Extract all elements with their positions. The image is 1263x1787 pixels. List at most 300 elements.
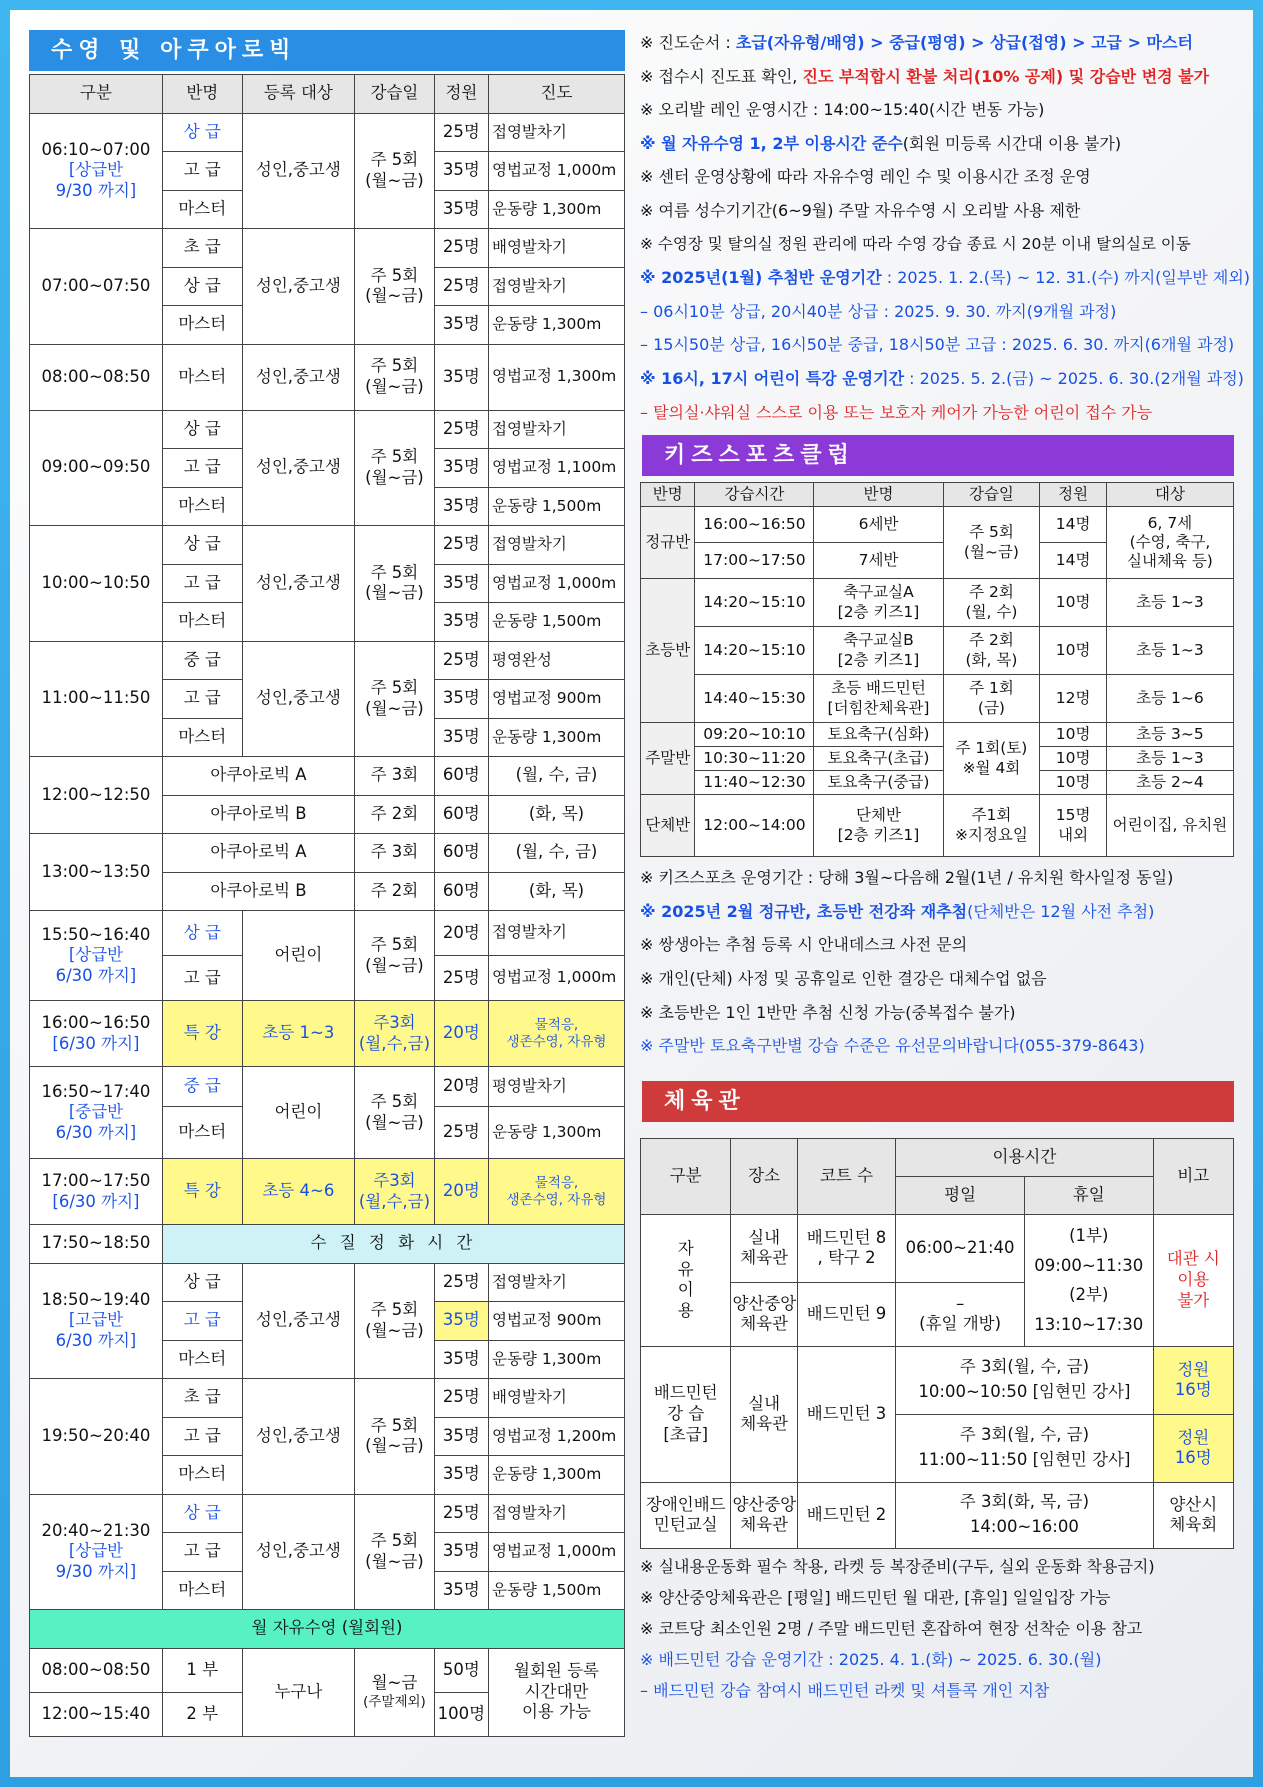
place-cell: 실내 체육관: [731, 1214, 797, 1282]
capacity-cell: 12명: [1040, 675, 1107, 723]
capacity-cell: 35명: [434, 152, 488, 191]
note-item: – 배드민턴 강습 참여시 배드민턴 라켓 및 셔틀콕 개인 지참: [640, 1680, 1050, 1700]
days-cell: 주 5회 (월~금): [355, 344, 435, 410]
capacity-cell: 10명: [1040, 579, 1107, 627]
courts-cell: 배드민턴 2: [797, 1482, 895, 1548]
capacity-cell: 60명: [434, 795, 488, 834]
note-item: ※ 진도순서 : 초급(자유형/배영) > 중급(평영) > 상급(접영) > 고급 > 마스터: [640, 33, 1193, 52]
grade-cell: 고 급: [162, 956, 242, 1001]
days-cell: 월~금 (주말제외): [355, 1648, 435, 1736]
note-item: ※ 센터 운영상황에 따라 자유수영 레인 수 및 이용시간 조정 운영: [640, 167, 1091, 187]
grade-cell: 상 급: [162, 526, 242, 565]
table-row: [641, 723, 1234, 747]
courts-cell: 배드민턴 3: [797, 1346, 895, 1482]
target-cell: 초등 1~3: [1106, 579, 1233, 627]
grade-cell: 고 급: [162, 1417, 242, 1456]
note-item: ※ 개인(단체) 사정 및 공휴일로 인한 결강은 대체수업 없음: [640, 968, 1047, 988]
days-cell: 주 2회 (화, 목): [943, 627, 1040, 675]
grade-cell: 상 급: [162, 410, 242, 449]
table-row: [641, 675, 1234, 723]
col-header: 정원: [434, 75, 488, 114]
col-header: 강습일: [943, 483, 1040, 507]
progress-cell: 접영발차기: [488, 1494, 624, 1533]
table-row: [641, 1214, 1234, 1282]
capacity-cell: 35명: [434, 1302, 488, 1341]
capacity-cell: 35명: [434, 449, 488, 488]
table-row: [641, 795, 1234, 857]
days-cell: 주 5회 (월~금): [355, 1067, 435, 1159]
progress-cell: 접영발차기: [488, 410, 624, 449]
group-cell: 주말반: [641, 723, 695, 795]
gym-section-title: 체육관: [642, 1081, 1234, 1122]
grade-cell: 고 급: [162, 152, 242, 191]
capacity-cell: 25명: [434, 1263, 488, 1302]
note-item: – 15시50분 상급, 16시50분 중급, 18시50분 고급 : 2025. 6. 30. 까지(6개월 과정): [640, 335, 1235, 355]
table-row: [30, 1379, 625, 1418]
capacity-cell: 35명: [434, 718, 488, 757]
schedule-cell: 주 3회(월, 수, 금) 10:00~10:50 [임현민 강사]: [896, 1346, 1153, 1414]
grade-cell: 중 급: [162, 641, 242, 680]
grade-cell: 특 강: [162, 1159, 242, 1225]
capacity-cell: 60명: [434, 872, 488, 911]
session-cell: 2 부: [162, 1692, 242, 1736]
class-cell: 초등 배드민턴 [더힘찬체육관]: [814, 675, 943, 723]
col-header: 진도: [488, 75, 624, 114]
grade-cell: 마스터: [162, 1340, 242, 1379]
time-cell: 11:00~11:50: [30, 641, 163, 757]
grade-cell: 고 급: [162, 449, 242, 488]
capacity-cell: 50명: [434, 1648, 488, 1692]
place-cell: 양산중앙 체육관: [731, 1282, 797, 1346]
note-item: ※ 실내용운동화 필수 착용, 라켓 등 복장준비(구두, 실외 운동화 착용금지): [640, 1556, 1155, 1576]
progress-cell: 영법교정 1,000m: [488, 956, 624, 1001]
gym-header-row: [641, 1138, 1234, 1176]
session-cell: 1 부: [162, 1648, 242, 1692]
target-cell: 초등 1~6: [1106, 675, 1233, 723]
capacity-cell: 25명: [434, 641, 488, 680]
table-row: [30, 1001, 625, 1067]
progress-cell: (월, 수, 금): [488, 834, 624, 873]
col-header: 평일: [896, 1176, 1025, 1214]
time-cell: 14:40~15:30: [695, 675, 814, 723]
note-item: ※ 2025년(1월) 추첨반 운영기간 : 2025. 1. 2.(목) ~ 12. 31.(수) 까지(일부반 제외): [640, 268, 1251, 288]
target-cell: 성인,중고생: [242, 526, 354, 642]
days-cell: 주 5회 (월~금): [943, 507, 1040, 579]
col-header: 이용시간: [896, 1138, 1153, 1176]
days-cell: 주 3회: [355, 757, 435, 796]
table-row: [641, 771, 1234, 795]
note-item: ※ 쌍생아는 추첨 등록 시 안내데스크 사전 문의: [640, 935, 968, 955]
group-cell: 단체반: [641, 795, 695, 857]
table-row: [641, 579, 1234, 627]
capacity-cell: 25명: [434, 410, 488, 449]
time-cell: 12:00~14:00: [695, 795, 814, 857]
progress-cell: 월회원 등록 시간대만 이용 가능: [488, 1648, 624, 1736]
target-cell: 초등 1~3: [242, 1001, 354, 1067]
table-row: [30, 1648, 625, 1692]
progress-cell: (화, 목): [488, 795, 624, 834]
swim-table: [29, 74, 625, 1737]
place-cell: 실내 체육관: [731, 1346, 797, 1482]
group-cell: 자유이용: [641, 1214, 731, 1346]
time-cell: 16:00~16:50 [6/30 까지]: [30, 1001, 163, 1067]
capacity-cell: 10명: [1040, 627, 1107, 675]
class-cell: 토요축구(심화): [814, 723, 943, 747]
grade-cell: 마스터: [162, 344, 242, 410]
time-cell: 11:40~12:30: [695, 771, 814, 795]
capacity-cell: 20명: [434, 1067, 488, 1107]
time-cell: 14:20~15:10: [695, 579, 814, 627]
time-cell: 12:00~12:50: [30, 757, 163, 834]
target-cell: 초등 1~3: [1106, 627, 1233, 675]
capacity-cell: 10명: [1040, 723, 1107, 747]
target-cell: 어린이: [242, 911, 354, 1001]
capacity-cell: 10명: [1040, 771, 1107, 795]
col-header: 반명: [814, 483, 943, 507]
capacity-cell: 25명: [434, 1379, 488, 1418]
capacity-cell: 60명: [434, 834, 488, 873]
time-cell: 07:00~07:50: [30, 229, 163, 345]
water-treatment-cell: 수 질 정 화 시 간: [162, 1225, 624, 1264]
days-cell: 주 3회: [355, 834, 435, 873]
grade-cell: 상 급: [162, 1494, 242, 1533]
time-cell: 10:30~11:20: [695, 747, 814, 771]
gym-notes: [640, 1551, 1234, 1706]
capacity-cell: 35명: [434, 1340, 488, 1379]
progress-cell: 배영발차기: [488, 229, 624, 268]
time-cell: 17:00~17:50: [695, 543, 814, 579]
note-item: – 탈의실·샤워실 스스로 이용 또는 보호자 케어가 가능한 어린이 접수 가능: [640, 402, 1153, 422]
days-cell: 주 2회: [355, 872, 435, 911]
col-header: 등록 대상: [242, 75, 354, 114]
group-cell: 장애인배드 민턴교실: [641, 1482, 731, 1548]
target-cell: 성인,중고생: [242, 1379, 354, 1495]
swim-section: [29, 30, 625, 1737]
grade-cell: 고 급: [162, 1302, 242, 1341]
grade-cell: 고 급: [162, 1533, 242, 1572]
capacity-cell: 25명: [434, 113, 488, 152]
time-cell: 19:50~20:40: [30, 1379, 163, 1495]
weekday-cell: – (휴일 개방): [896, 1282, 1025, 1346]
capacity-cell: 20명: [434, 1159, 488, 1225]
time-cell: 09:20~10:10: [695, 723, 814, 747]
table-row: [30, 113, 625, 152]
progress-cell: 영법교정 1,000m: [488, 152, 624, 191]
capacity-cell: 100명: [434, 1692, 488, 1736]
class-cell: 아쿠아로빅 A: [162, 834, 354, 873]
progress-cell: 영법교정 1,000m: [488, 1533, 624, 1572]
capacity-cell: 14명: [1040, 507, 1107, 543]
grade-cell: 상 급: [162, 911, 242, 956]
time-cell: 08:00~08:50: [30, 344, 163, 410]
courts-cell: 배드민턴 8 , 탁구 2: [797, 1214, 895, 1282]
progress-cell: 접영발차기: [488, 1263, 624, 1302]
time-cell: 10:00~10:50: [30, 526, 163, 642]
class-cell: 아쿠아로빅 B: [162, 795, 354, 834]
col-header: 강습시간: [695, 483, 814, 507]
col-header: 강습일: [355, 75, 435, 114]
grade-cell: 마스터: [162, 603, 242, 642]
table-row: [30, 834, 625, 873]
col-header: 반명: [641, 483, 695, 507]
holiday-cell: (1부) 09:00~11:30 (2부) 13:10~17:30: [1024, 1214, 1153, 1346]
target-cell: 어린이: [242, 1067, 354, 1159]
free-swim-title: 월 자유수영 (월회원): [30, 1610, 625, 1649]
grade-cell: 마스터: [162, 718, 242, 757]
time-cell: 16:50~17:40 [중급반 6/30 까지]: [30, 1067, 163, 1159]
gym-table: [640, 1138, 1234, 1549]
col-header: 휴일: [1024, 1176, 1153, 1214]
grade-cell: 마스터: [162, 306, 242, 345]
class-cell: 축구교실B [2층 키즈1]: [814, 627, 943, 675]
days-cell: 주 5회 (월~금): [355, 911, 435, 1001]
capacity-cell: 14명: [1040, 543, 1107, 579]
time-cell: 08:00~08:50: [30, 1648, 163, 1692]
target-cell: 초등 2~4: [1106, 771, 1233, 795]
progress-cell: 영법교정 900m: [488, 680, 624, 719]
grade-cell: 마스터: [162, 487, 242, 526]
target-cell: 어린이집, 유치원: [1106, 795, 1233, 857]
note-item: ※ 여름 성수기기간(6~9월) 주말 자유수영 시 오리발 사용 제한: [640, 200, 1081, 220]
col-header: 정원: [1040, 483, 1107, 507]
days-cell: 주 5회 (월~금): [355, 410, 435, 526]
note-item: ※ 초등반은 1인 1반만 추첨 신청 가능(중복접수 불가): [640, 1002, 1016, 1022]
table-row: [30, 526, 625, 565]
days-cell: 주1회 ※지정요일: [943, 795, 1040, 857]
grade-cell: 마스터: [162, 1456, 242, 1495]
class-cell: 축구교실A [2층 키즈1]: [814, 579, 943, 627]
progress-cell: 운동량 1,500m: [488, 1571, 624, 1610]
target-cell: 초등 1~3: [1106, 747, 1233, 771]
progress-cell: 운동량 1,300m: [488, 1340, 624, 1379]
time-cell: 14:20~15:10: [695, 627, 814, 675]
note-item: – 06시10분 상급, 20시40분 상급 : 2025. 9. 30. 까지(9개월 과정): [640, 301, 1117, 321]
target-cell: 초등 3~5: [1106, 723, 1233, 747]
col-header: 장소: [731, 1138, 797, 1214]
progress-cell: 영법교정 1,000m: [488, 564, 624, 603]
days-cell: 주 1회 (금): [943, 675, 1040, 723]
progress-cell: 접영발차기: [488, 267, 624, 306]
table-row: [30, 641, 625, 680]
col-header: 구분: [641, 1138, 731, 1214]
capacity-cell: 35명: [434, 1417, 488, 1456]
target-cell: 성인,중고생: [242, 641, 354, 757]
target-cell: 누구나: [242, 1648, 354, 1736]
target-cell: 초등 4~6: [242, 1159, 354, 1225]
grade-cell: 상 급: [162, 1263, 242, 1302]
capacity-cell: 정원 16명: [1153, 1346, 1233, 1414]
class-cell: 단체반 [2층 키즈1]: [814, 795, 943, 857]
progress-cell: 운동량 1,300m: [488, 718, 624, 757]
note-item: ※ 코트당 최소인원 2명 / 주말 배드민턴 혼잡하여 현장 선착순 이용 참고: [640, 1618, 1143, 1638]
table-row: [30, 1263, 625, 1302]
progress-cell: 영법교정 900m: [488, 1302, 624, 1341]
capacity-cell: 15명 내외: [1040, 795, 1107, 857]
table-row: [641, 1346, 1234, 1414]
swim-section-title: 수영 및 아쿠아로빅: [29, 30, 625, 71]
capacity-cell: 20명: [434, 1001, 488, 1067]
table-row: [30, 757, 625, 796]
capacity-cell: 35명: [434, 306, 488, 345]
grade-cell: 초 급: [162, 229, 242, 268]
grade-cell: 고 급: [162, 680, 242, 719]
days-cell: 주 5회 (월~금): [355, 1263, 435, 1379]
kids-section-title: 키즈스포츠클럽: [642, 435, 1234, 476]
grade-cell: 중 급: [162, 1067, 242, 1107]
progress-cell: 평영완성: [488, 641, 624, 680]
time-cell: 20:40~21:30 [상급반 9/30 까지]: [30, 1494, 163, 1610]
note-item: ※ 키즈스포츠 운영기간 : 당해 3월~다음해 2월(1년 / 유치원 학사일정 동일): [640, 868, 1174, 888]
note-item: ※ 양산중앙체육관은 [평일] 배드민턴 월 대관, [휴일] 일일입장 가능: [640, 1587, 1111, 1607]
progress-cell: 물적응, 생존수영, 자유형: [488, 1001, 624, 1067]
table-row: [30, 1159, 625, 1225]
progress-cell: 운동량 1,300m: [488, 1107, 624, 1159]
progress-cell: 운동량 1,500m: [488, 603, 624, 642]
capacity-cell: 정원 16명: [1153, 1414, 1233, 1482]
progress-cell: 영법교정 1,300m: [488, 344, 624, 410]
capacity-cell: 25명: [434, 526, 488, 565]
time-cell: 17:00~17:50 [6/30 까지]: [30, 1159, 163, 1225]
capacity-cell: 35명: [434, 603, 488, 642]
note-item: ※ 접수시 진도표 확인, 진도 부적합시 환불 처리(10% 공제) 및 강습반 변경 불가: [640, 66, 1210, 86]
note-item: ※ 오리발 레인 운영시간 : 14:00~15:40(시간 변동 가능): [640, 100, 1045, 120]
progress-cell: 운동량 1,300m: [488, 306, 624, 345]
grade-cell: 상 급: [162, 267, 242, 306]
col-header: 비고: [1153, 1138, 1233, 1214]
progress-cell: 평영발차기: [488, 1067, 624, 1107]
capacity-cell: 25명: [434, 229, 488, 268]
grade-cell: 마스터: [162, 190, 242, 229]
kids-table: [640, 482, 1234, 857]
progress-cell: 운동량 1,500m: [488, 487, 624, 526]
col-header: 반명: [162, 75, 242, 114]
time-cell: 18:50~19:40 [고급반 6/30 까지]: [30, 1263, 163, 1379]
class-cell: 6세반: [814, 507, 943, 543]
table-row: [641, 1482, 1234, 1548]
class-cell: 아쿠아로빅 B: [162, 872, 354, 911]
capacity-cell: 25명: [434, 1494, 488, 1533]
capacity-cell: 25명: [434, 267, 488, 306]
capacity-cell: 35명: [434, 1456, 488, 1495]
grade-cell: 상 급: [162, 113, 242, 152]
days-cell: 주3회 (월,수,금): [355, 1159, 435, 1225]
capacity-cell: 35명: [434, 190, 488, 229]
group-cell: 초등반: [641, 579, 695, 723]
note-item: ※ 2025년 2월 정규반, 초등반 전강좌 재추첨(단체반은 12월 사전 추첨): [640, 901, 1155, 921]
days-cell: 주 5회 (월~금): [355, 526, 435, 642]
progress-cell: 운동량 1,300m: [488, 1456, 624, 1495]
target-cell: 성인,중고생: [242, 1494, 354, 1610]
capacity-cell: 20명: [434, 911, 488, 956]
table-row: [30, 1067, 625, 1107]
progress-cell: 접영발차기: [488, 526, 624, 565]
class-cell: 토요축구(초급): [814, 747, 943, 771]
progress-cell: 운동량 1,300m: [488, 190, 624, 229]
table-row: [641, 627, 1234, 675]
note-item: ※ 월 자유수영 1, 2부 이용시간 준수(회원 미등록 시간대 이용 불가): [640, 133, 1122, 153]
col-header: 코트 수: [797, 1138, 895, 1214]
capacity-cell: 35명: [434, 487, 488, 526]
time-cell: 13:00~13:50: [30, 834, 163, 911]
progress-cell: 물적응, 생존수영, 자유형: [488, 1159, 624, 1225]
schedule-cell: 주 3회(월, 수, 금) 11:00~11:50 [임현민 강사]: [896, 1414, 1153, 1482]
time-cell: 15:50~16:40 [상급반 6/30 까지]: [30, 911, 163, 1001]
weekday-cell: 06:00~21:40: [896, 1214, 1025, 1282]
table-row: [30, 1225, 625, 1264]
class-cell: 토요축구(중급): [814, 771, 943, 795]
days-cell: 주 2회 (월, 수): [943, 579, 1040, 627]
grade-cell: 초 급: [162, 1379, 242, 1418]
group-cell: 정규반: [641, 507, 695, 579]
days-cell: 주3회 (월,수,금): [355, 1001, 435, 1067]
table-row: [30, 1610, 625, 1649]
capacity-cell: 25명: [434, 956, 488, 1001]
grade-cell: 마스터: [162, 1571, 242, 1610]
swim-notes: [640, 26, 1251, 429]
table-row: [30, 410, 625, 449]
progress-cell: 접영발차기: [488, 113, 624, 152]
swim-header-row: [30, 75, 625, 114]
progress-cell: (월, 수, 금): [488, 757, 624, 796]
note-item: ※ 16시, 17시 어린이 특강 운영기간 : 2025. 5. 2.(금) ~ 2025. 6. 30.(2개월 과정): [640, 368, 1244, 388]
capacity-cell: 10명: [1040, 747, 1107, 771]
time-cell: 12:00~15:40: [30, 1692, 163, 1736]
time-cell: 09:00~09:50: [30, 410, 163, 526]
capacity-cell: 35명: [434, 1571, 488, 1610]
time-cell: 16:00~16:50: [695, 507, 814, 543]
note-item: ※ 주말반 토요축구반별 강습 수준은 유선문의바랍니다(055-379-8643): [640, 1036, 1145, 1056]
days-cell: 주 5회 (월~금): [355, 229, 435, 345]
grade-cell: 특 강: [162, 1001, 242, 1067]
table-row: [30, 229, 625, 268]
col-header: 대상: [1106, 483, 1233, 507]
target-cell: 성인,중고생: [242, 410, 354, 526]
time-cell: 06:10~07:00 [상급반 9/30 까지]: [30, 113, 163, 229]
progress-cell: 영법교정 1,100m: [488, 449, 624, 488]
progress-cell: 접영발차기: [488, 911, 624, 956]
progress-cell: 배영발차기: [488, 1379, 624, 1418]
note-item: ※ 수영장 및 탈의실 정원 관리에 따라 수영 강습 종료 시 20분 이내 탈의실로 이동: [640, 234, 1191, 253]
capacity-cell: 25명: [434, 1107, 488, 1159]
days-cell: 주 5회 (월~금): [355, 1494, 435, 1610]
note-cell: 대관 시 이용 불가: [1153, 1214, 1233, 1346]
table-row: [641, 747, 1234, 771]
target-cell: 성인,중고생: [242, 113, 354, 229]
col-header: 구분: [30, 75, 163, 114]
note-cell: 양산시 체육회: [1153, 1482, 1233, 1548]
target-cell: 성인,중고생: [242, 229, 354, 345]
table-row: [30, 911, 625, 956]
days-cell: 주 1회(토) ※월 4회: [943, 723, 1040, 795]
days-cell: 주 5회 (월~금): [355, 641, 435, 757]
place-cell: 양산중앙 체육관: [731, 1482, 797, 1548]
time-cell: 17:50~18:50: [30, 1225, 163, 1264]
group-cell: 배드민턴 강 습 [초급]: [641, 1346, 731, 1482]
days-cell: 주 5회 (월~금): [355, 1379, 435, 1495]
progress-cell: 영법교정 1,200m: [488, 1417, 624, 1456]
capacity-cell: 35명: [434, 1533, 488, 1572]
target-cell: 성인,중고생: [242, 1263, 354, 1379]
schedule-cell: 주 3회(화, 목, 금) 14:00~16:00: [896, 1482, 1153, 1548]
progress-cell: (화, 목): [488, 872, 624, 911]
note-item: ※ 배드민턴 강습 운영기간 : 2025. 4. 1.(화) ~ 2025. 6. 30.(월): [640, 1649, 1102, 1669]
table-row: [30, 1494, 625, 1533]
capacity-cell: 35명: [434, 680, 488, 719]
kids-notes: [640, 861, 1234, 1063]
days-cell: 주 2회: [355, 795, 435, 834]
grade-cell: 고 급: [162, 564, 242, 603]
capacity-cell: 35명: [434, 344, 488, 410]
